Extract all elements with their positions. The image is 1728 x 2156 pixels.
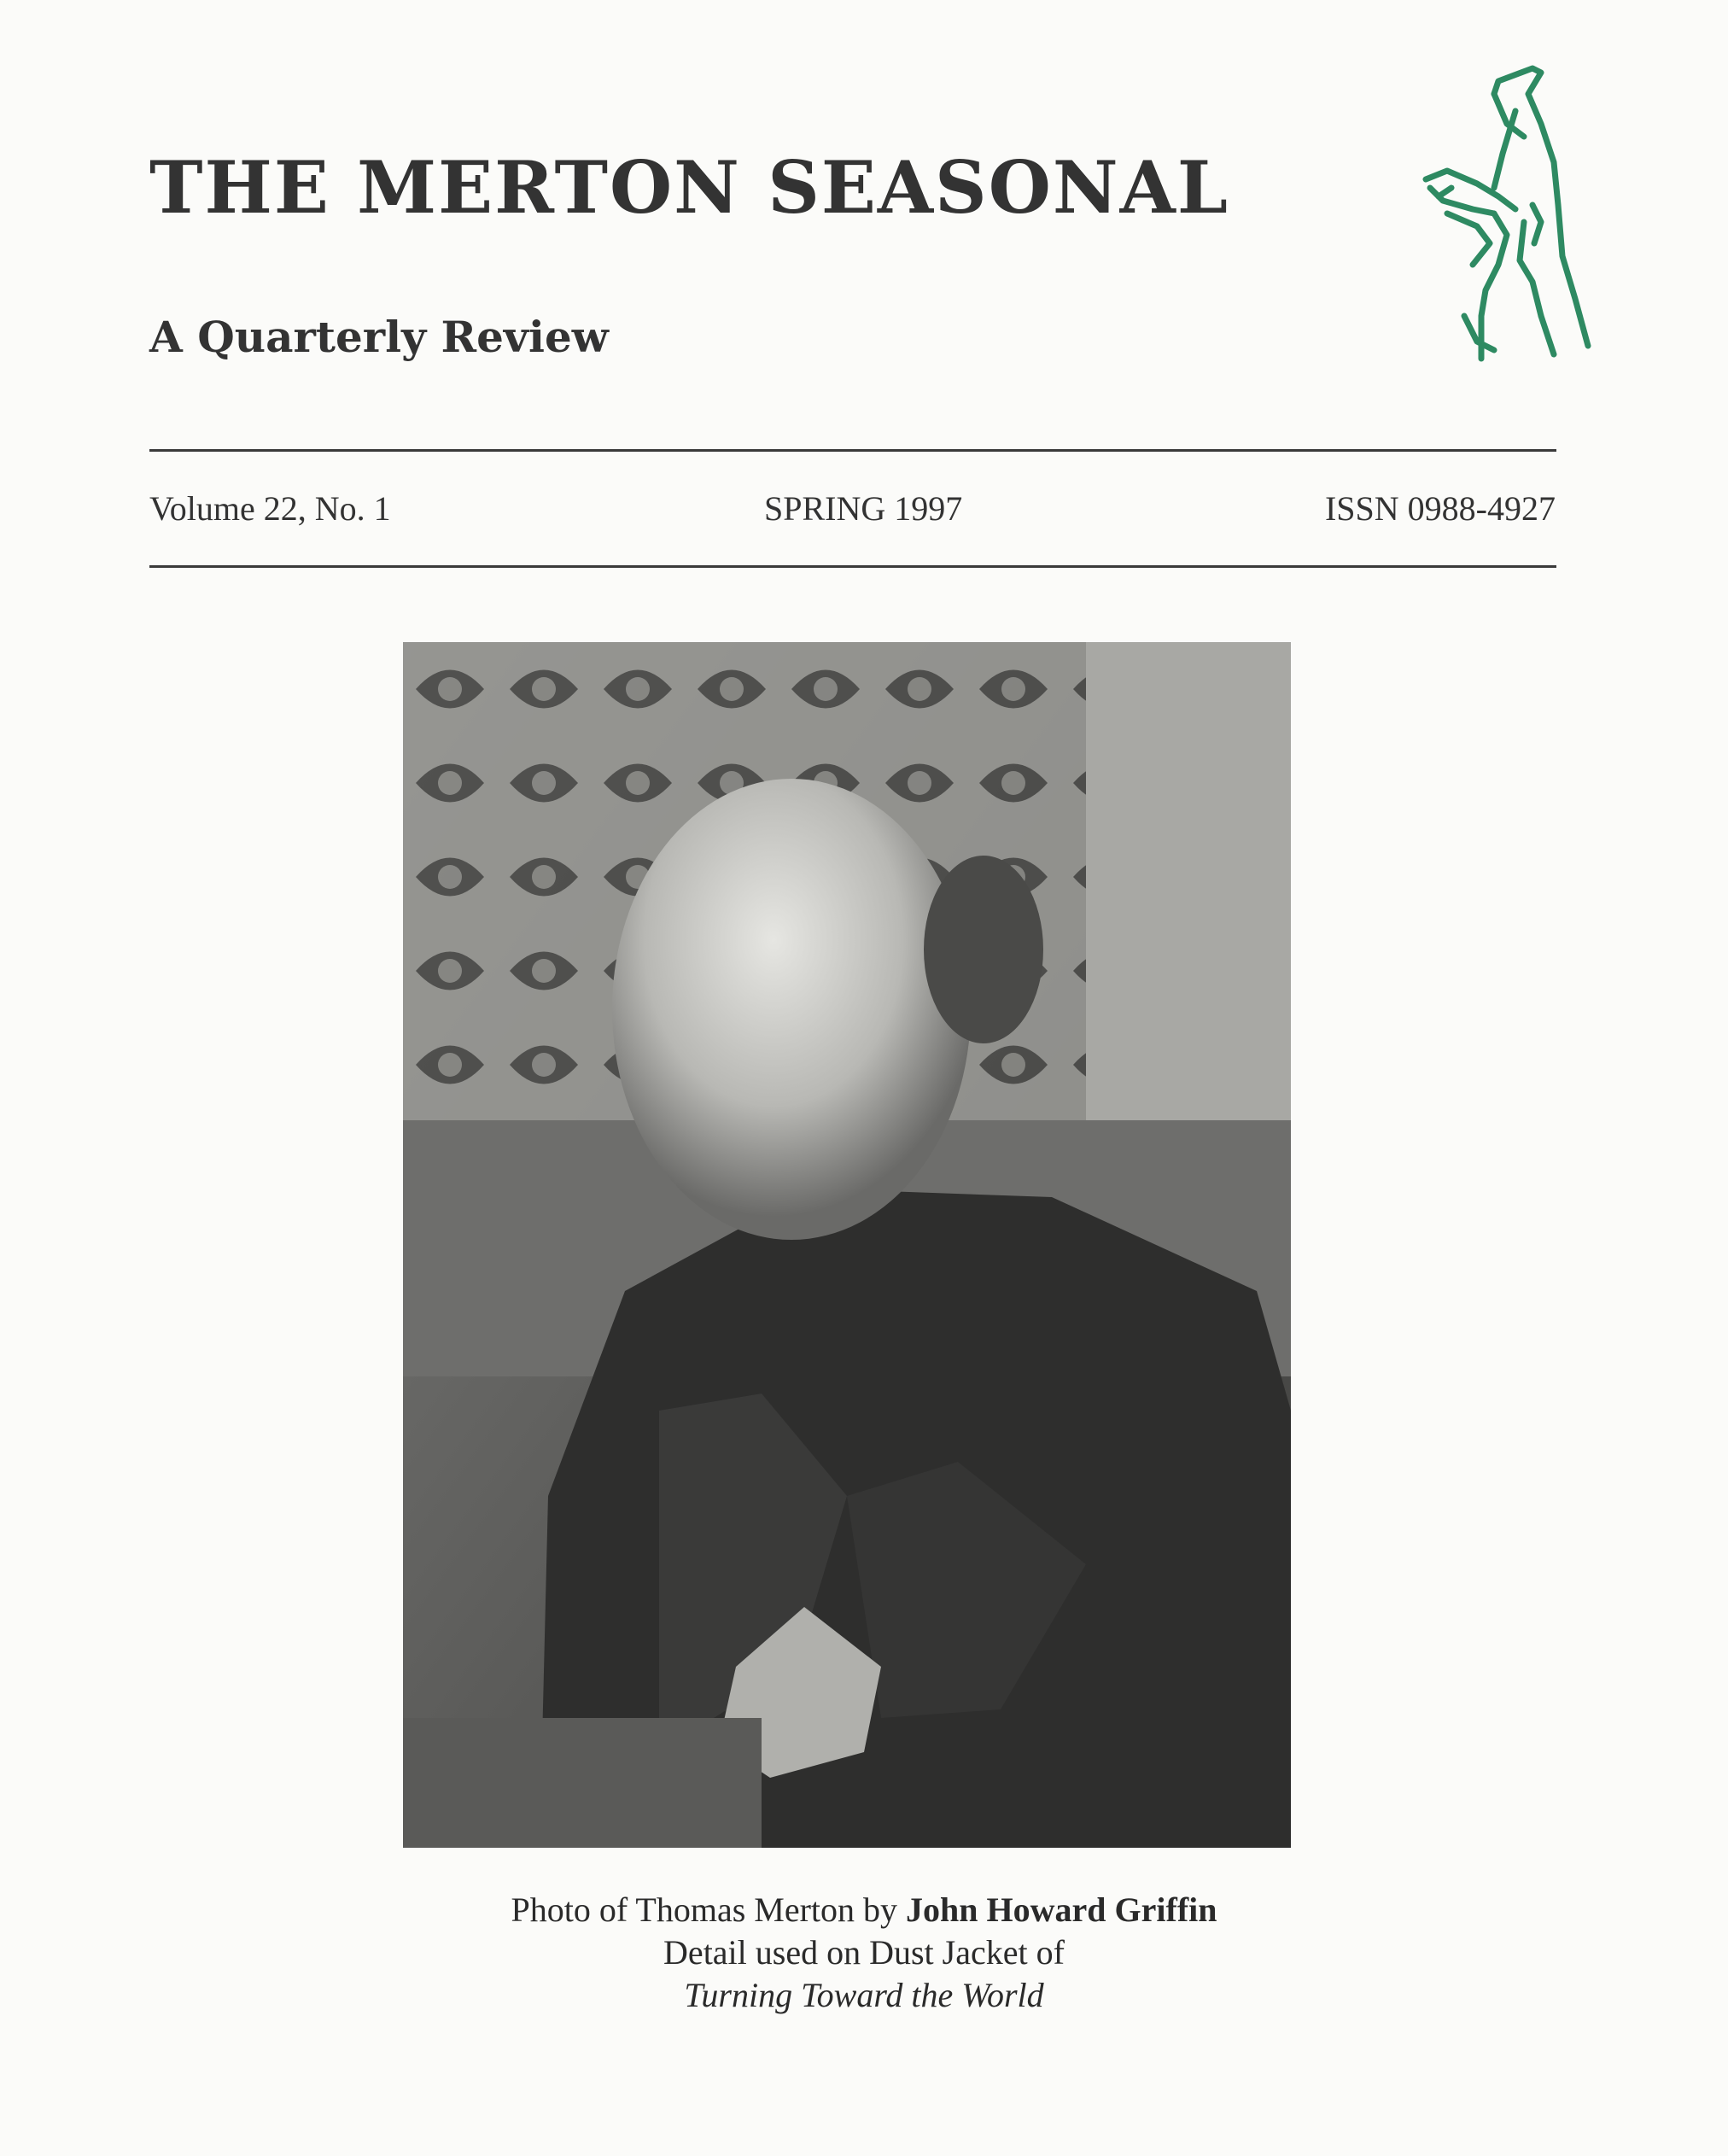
photo-caption [0, 1889, 1728, 2017]
journal-title: THE MERTON SEASONAL [149, 145, 1229, 230]
portrait-photo [403, 642, 1291, 1848]
journal-subtitle: A Quarterly Review [149, 312, 609, 362]
photographer-name: John Howard Griffin [906, 1890, 1217, 1929]
issn-number: ISSN 0988-4927 [1324, 489, 1556, 528]
header-rule-bottom [149, 565, 1556, 568]
hooded-monk-sketch-icon [1413, 60, 1609, 367]
header-rule-top [149, 449, 1556, 452]
caption-book-title [0, 1974, 1728, 2017]
volume-number: Volume 22, No. 1 [149, 489, 391, 528]
caption-credit-line [0, 1889, 1728, 1931]
caption-detail-line: Detail used on Dust Jacket of [663, 1933, 1065, 1972]
book-title: Turning Toward the World [684, 1976, 1044, 2014]
caption-credit-prefix: Photo of Thomas Merton by [511, 1890, 907, 1929]
issue-season: SPRING 1997 [764, 489, 963, 528]
